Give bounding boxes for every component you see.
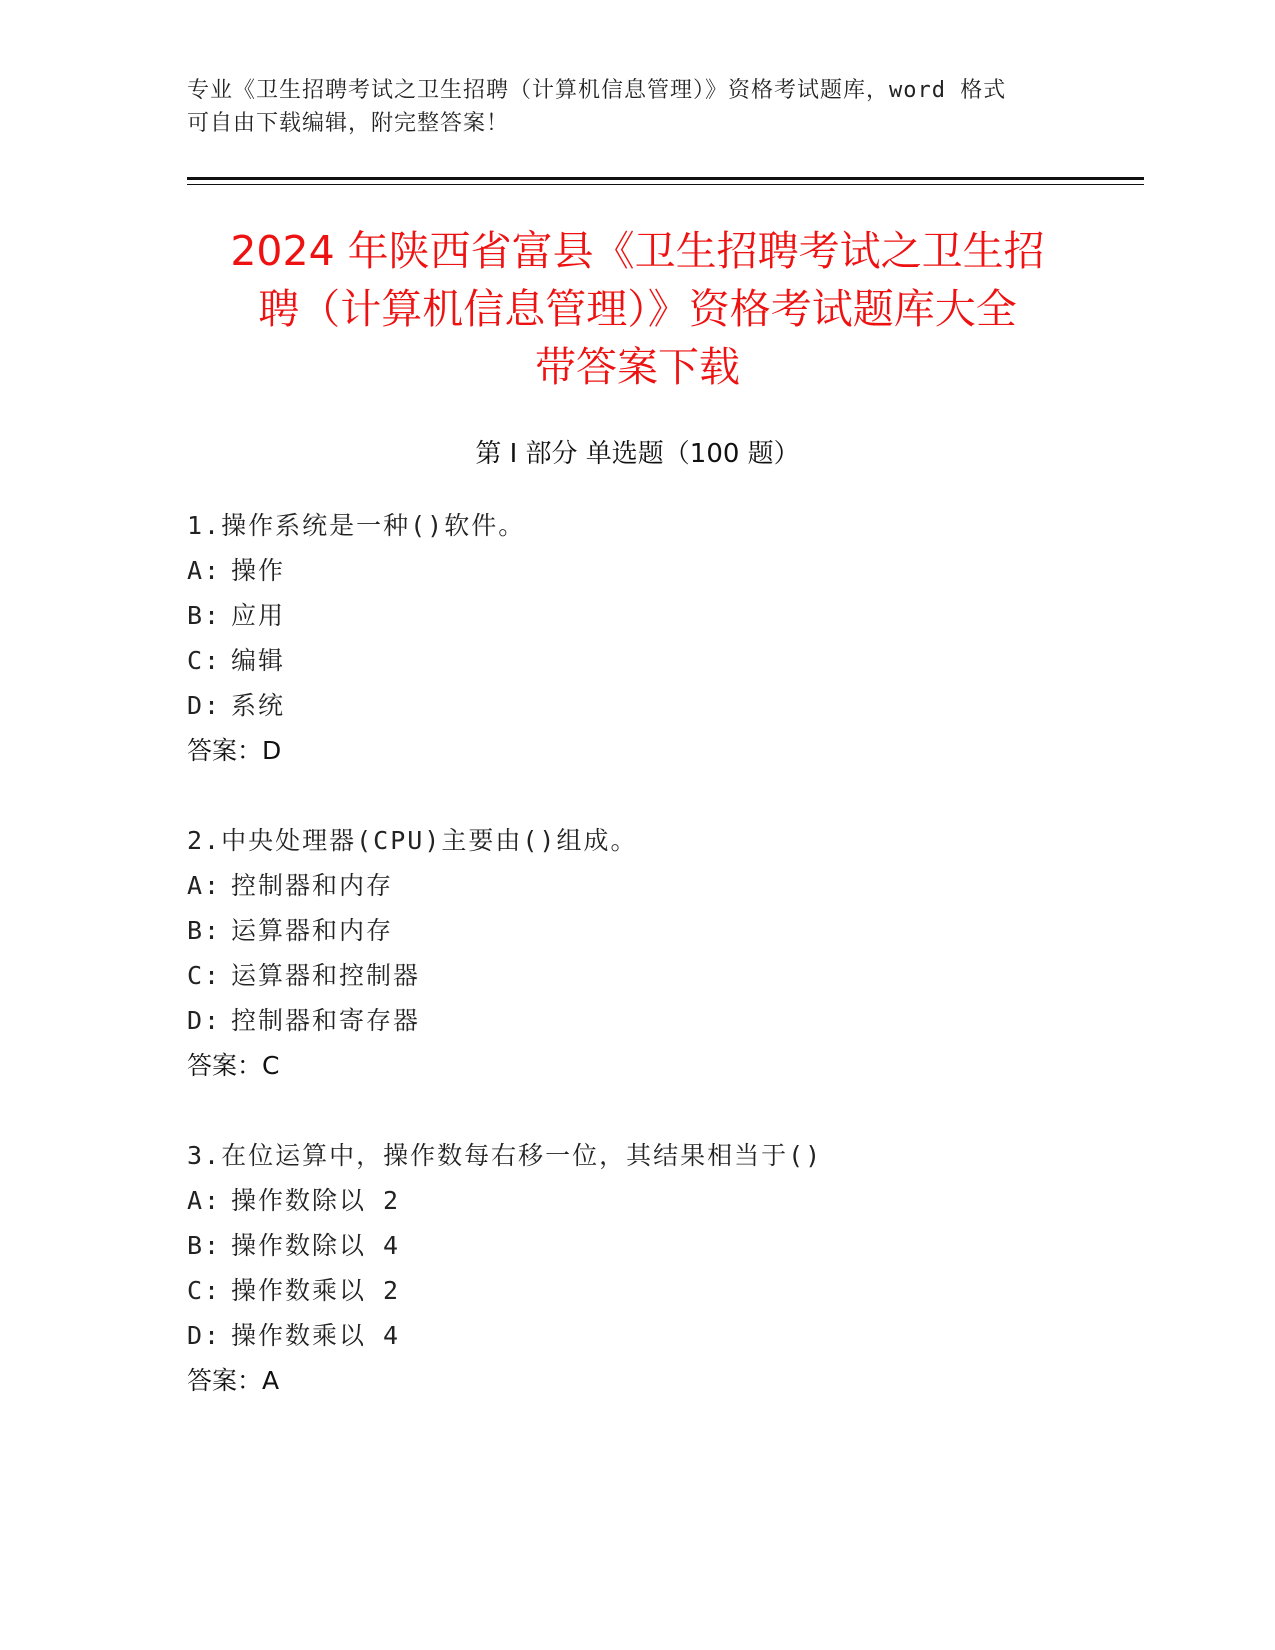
option-text: 操作数除以 2 <box>231 1186 401 1215</box>
option-text: 操作数乘以 4 <box>231 1321 401 1350</box>
option-d <box>187 1313 1137 1358</box>
option-label: B: <box>187 916 222 945</box>
option-text: 操作 <box>231 556 286 585</box>
option-label: B: <box>187 1231 222 1260</box>
header-note-line-1: 专业《卫生招聘考试之卫生招聘（计算机信息管理）》资格考试题库，word 格式 <box>187 78 1007 103</box>
question-stem: 3.在位运算中，操作数每右移一位，其结果相当于() <box>187 1141 823 1170</box>
question-1 <box>187 503 1137 773</box>
option-a <box>187 1178 1137 1223</box>
question-3 <box>187 1133 1137 1403</box>
answer: 答案：A <box>187 1366 280 1395</box>
option-label: D: <box>187 1006 222 1035</box>
option-label: C: <box>187 961 222 990</box>
document-title-line-3: 带答案下载 <box>535 343 740 391</box>
option-label: A: <box>187 871 222 900</box>
answer: 答案：D <box>187 736 282 765</box>
option-label: C: <box>187 1276 222 1305</box>
option-label: A: <box>187 556 222 585</box>
option-label: C: <box>187 646 222 675</box>
question-stem: 2.中央处理器(CPU)主要由()组成。 <box>187 826 638 855</box>
option-text: 运算器和内存 <box>231 916 394 945</box>
document-title-line-1: 2024 年陕西省富县《卫生招聘考试之卫生招 <box>230 227 1045 275</box>
question-2 <box>187 818 1137 1088</box>
option-a <box>187 548 1137 593</box>
option-text: 系统 <box>231 691 286 720</box>
option-text: 控制器和内存 <box>231 871 394 900</box>
option-c <box>187 638 1137 683</box>
header-rule-thick <box>187 177 1144 180</box>
option-text: 操作数乘以 2 <box>231 1276 401 1305</box>
option-b <box>187 593 1137 638</box>
option-text: 控制器和寄存器 <box>231 1006 421 1035</box>
option-a <box>187 863 1137 908</box>
option-c <box>187 1268 1137 1313</box>
option-label: A: <box>187 1186 222 1215</box>
option-label: D: <box>187 1321 222 1350</box>
option-c <box>187 953 1137 998</box>
option-b <box>187 908 1137 953</box>
option-d <box>187 998 1137 1043</box>
section-title: 第 I 部分 单选题（100 题） <box>475 439 800 469</box>
header-note <box>187 74 1087 140</box>
document-title-line-2: 聘（计算机信息管理）》资格考试题库大全 <box>258 285 1017 333</box>
header-note-line-2: 可自由下载编辑，附完整答案！ <box>187 111 510 136</box>
option-text: 运算器和控制器 <box>231 961 421 990</box>
option-text: 编辑 <box>231 646 286 675</box>
answer: 答案：C <box>187 1051 280 1080</box>
option-d <box>187 683 1137 728</box>
header-rule-thin <box>187 184 1144 185</box>
option-text: 应用 <box>231 601 286 630</box>
option-label: D: <box>187 691 222 720</box>
option-label: B: <box>187 601 222 630</box>
question-stem: 1.操作系统是一种()软件。 <box>187 511 526 540</box>
document-title <box>170 222 1105 396</box>
option-b <box>187 1223 1137 1268</box>
option-text: 操作数除以 4 <box>231 1231 401 1260</box>
